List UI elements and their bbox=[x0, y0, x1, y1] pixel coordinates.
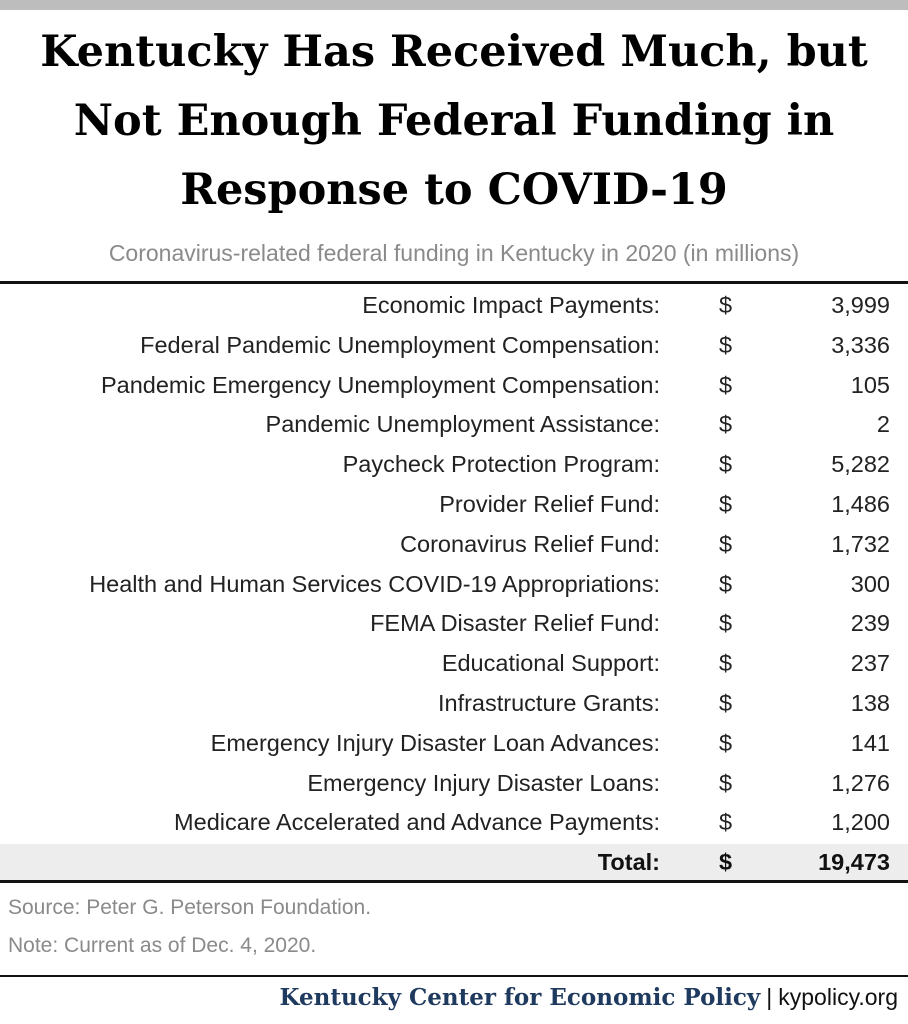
row-value: 138 bbox=[850, 689, 890, 716]
footer-rule bbox=[0, 975, 908, 977]
row-currency: $ bbox=[719, 689, 733, 716]
source-note: Source: Peter G. Peterson Foundation. bbox=[8, 896, 372, 919]
row-value: 5,282 bbox=[831, 451, 890, 478]
row-label: Federal Pandemic Unemployment Compensation: bbox=[140, 331, 660, 358]
row-label: Emergency Injury Disaster Loan Advances: bbox=[210, 729, 660, 756]
row-value: 1,486 bbox=[831, 490, 890, 517]
date-note: Note: Current as of Dec. 4, 2020. bbox=[8, 934, 317, 957]
table-top-rule bbox=[0, 281, 908, 284]
row-label: Medicare Accelerated and Advance Payments: bbox=[174, 809, 660, 836]
row-currency: $ bbox=[719, 650, 733, 677]
table-row bbox=[0, 405, 908, 445]
chart-title bbox=[0, 18, 908, 225]
row-value: 3,336 bbox=[831, 331, 890, 358]
row-label: Coronavirus Relief Fund: bbox=[400, 530, 660, 557]
title-line-1: Kentucky Has Received Much, but bbox=[40, 27, 868, 77]
total-value: 19,473 bbox=[818, 849, 890, 875]
table-row bbox=[0, 764, 908, 804]
row-value: 300 bbox=[850, 570, 890, 597]
total-label: Total: bbox=[597, 849, 660, 875]
row-value: 3,999 bbox=[831, 292, 890, 318]
row-currency: $ bbox=[719, 809, 733, 836]
row-value: 1,200 bbox=[831, 809, 890, 836]
table-row bbox=[0, 286, 908, 326]
row-label: Health and Human Services COVID-19 Appropriations: bbox=[89, 570, 660, 597]
table-row bbox=[0, 684, 908, 724]
row-currency: $ bbox=[719, 769, 733, 796]
row-value: 2 bbox=[876, 411, 890, 438]
row-currency: $ bbox=[719, 411, 733, 438]
title-line-3: Response to COVID-19 bbox=[180, 165, 728, 215]
row-label: Educational Support: bbox=[441, 650, 660, 677]
row-label: Pandemic Unemployment Assistance: bbox=[265, 411, 660, 438]
table-row bbox=[0, 803, 908, 843]
row-value: 237 bbox=[850, 650, 890, 677]
table-row bbox=[0, 644, 908, 684]
table-row bbox=[0, 326, 908, 366]
row-currency: $ bbox=[719, 292, 733, 318]
row-label: Emergency Injury Disaster Loans: bbox=[307, 769, 660, 796]
row-value: 105 bbox=[850, 371, 890, 398]
footer-separator: | bbox=[766, 984, 773, 1010]
table-row bbox=[0, 565, 908, 605]
row-label: FEMA Disaster Relief Fund: bbox=[370, 610, 660, 637]
footer-org-name: Kentucky Center for Economic Policy bbox=[279, 984, 761, 1011]
row-currency: $ bbox=[719, 490, 733, 517]
footer-site-link[interactable]: kypolicy.org bbox=[778, 984, 898, 1010]
row-currency: $ bbox=[719, 371, 733, 398]
row-label: Pandemic Emergency Unemployment Compensation: bbox=[100, 371, 660, 398]
footer bbox=[279, 984, 898, 1011]
row-currency: $ bbox=[719, 530, 733, 557]
funding-table bbox=[0, 286, 908, 843]
chart-subtitle: Coronavirus-related federal funding in Kentucky in 2020 (in millions) bbox=[108, 240, 800, 266]
table-row bbox=[0, 604, 908, 644]
table-bottom-rule bbox=[0, 880, 908, 883]
total-row bbox=[0, 844, 908, 880]
top-accent-bar bbox=[0, 0, 908, 10]
row-label: Infrastructure Grants: bbox=[437, 689, 660, 716]
table-row bbox=[0, 485, 908, 525]
table-row bbox=[0, 366, 908, 406]
table-row bbox=[0, 445, 908, 485]
title-line-2: Not Enough Federal Funding in bbox=[73, 96, 835, 146]
row-value: 1,276 bbox=[831, 769, 890, 796]
row-currency: $ bbox=[719, 610, 733, 637]
row-value: 239 bbox=[850, 610, 890, 637]
row-label: Paycheck Protection Program: bbox=[342, 451, 660, 478]
table-row bbox=[0, 525, 908, 565]
row-currency: $ bbox=[719, 331, 733, 358]
row-label: Economic Impact Payments: bbox=[362, 292, 660, 318]
row-value: 1,732 bbox=[831, 530, 890, 557]
total-currency: $ bbox=[719, 849, 733, 875]
table-row bbox=[0, 724, 908, 764]
row-currency: $ bbox=[719, 570, 733, 597]
row-currency: $ bbox=[719, 729, 733, 756]
row-label: Provider Relief Fund: bbox=[439, 490, 660, 517]
row-currency: $ bbox=[719, 451, 733, 478]
row-value: 141 bbox=[850, 729, 890, 756]
